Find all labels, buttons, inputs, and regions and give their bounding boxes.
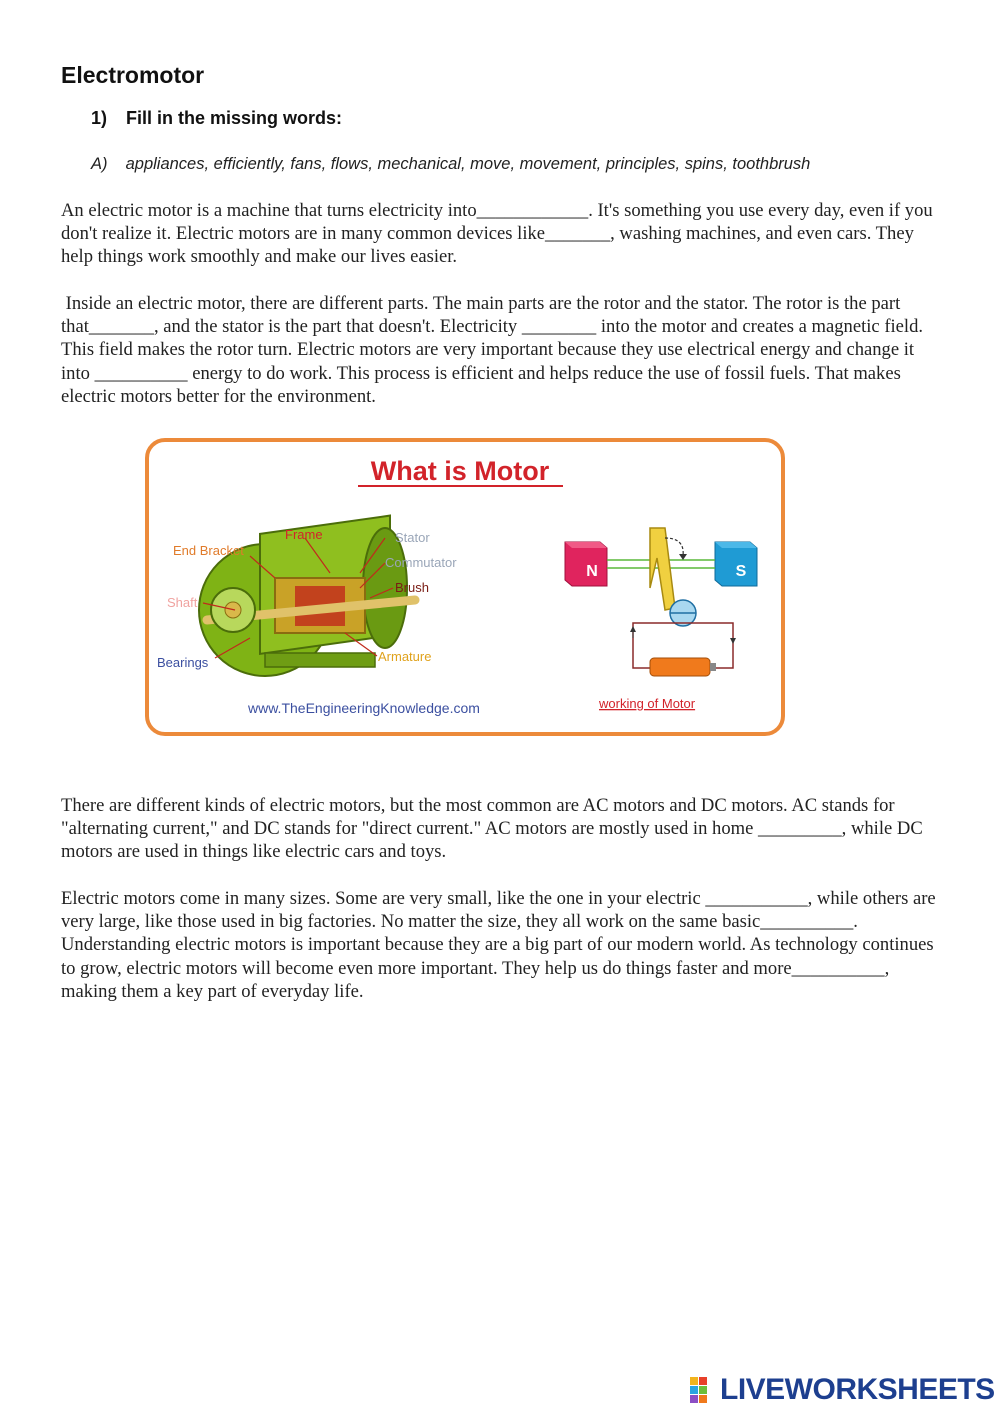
- label-end-bracket: End Bracket: [173, 543, 244, 558]
- paragraph-1: An electric motor is a machine that turns electricity into____________. It's something you use every day, even if you don't realize it. Electric motors are in many common devices like_______, washing machines, and even cars. They help things work smoothly and make our lives easier.: [61, 200, 933, 268]
- label-commutator: Commutator: [385, 555, 457, 570]
- task-number: 1): [91, 108, 108, 128]
- liveworksheets-logo-text: LIVEWORKSHEETS: [720, 1373, 995, 1406]
- label-stator: Stator: [395, 530, 430, 545]
- word-bank-words: appliances, efficiently, fans, flows, mechanical, move, movement, principles, spins, toothbrush: [125, 155, 811, 173]
- word-bank-letter: A): [91, 155, 108, 173]
- label-shaft: Shaft: [167, 595, 198, 610]
- diagram-caption: working of Motor: [599, 696, 696, 711]
- task-label: Fill in the missing words:: [126, 108, 343, 128]
- paragraph-2: Inside an electric motor, there are different parts. The main parts are the rotor and the stator. The rotor is the part that_______, and the stator is the part that doesn't. Electricity ________ into the motor and creates a magnetic field. This field makes the rotor turn. Electric motors are very important because they use electrical energy and change it into __________ energy to do work. This process is efficient and helps reduce the use of fossil fuels. That makes electric motors better for the environment.: [61, 293, 928, 407]
- magnet-s-label: S: [735, 563, 747, 580]
- diagram-website: www.TheEngineeringKnowledge.com: [248, 700, 480, 716]
- paragraph-3: There are different kinds of electric motors, but the most common are AC motors and DC motors. AC stands for "alternating current," and DC stands for "direct current." AC motors are mostly used in home _________, while DC motors are used in things like electric cars and toys.: [61, 795, 923, 863]
- label-brush: Brush: [395, 580, 429, 595]
- liveworksheets-logo: [690, 1373, 995, 1407]
- worksheet-title: Electromotor: [61, 62, 205, 88]
- magnet-n-label: N: [586, 563, 598, 580]
- motor-diagram: [145, 438, 785, 736]
- paragraph-4: Electric motors come in many sizes. Some are very small, like the one in your electric ___________, while others are very large, like those used in big factories. No matter the size, they all work on the same basic__________. Understanding electric motors is important because they are a big part of our modern world. As technology continues to grow, electric motors will become even more important. They help us do things faster and more__________, making them a key part of everyday life.: [61, 888, 936, 1002]
- label-bearings: Bearings: [157, 655, 209, 670]
- liveworksheets-logo-icon: [690, 1377, 716, 1403]
- label-frame: Frame: [285, 527, 323, 542]
- label-armature: Armature: [378, 649, 432, 664]
- diagram-heading: What is Motor: [370, 456, 550, 486]
- task-instruction: [91, 108, 342, 129]
- word-bank: [91, 155, 810, 174]
